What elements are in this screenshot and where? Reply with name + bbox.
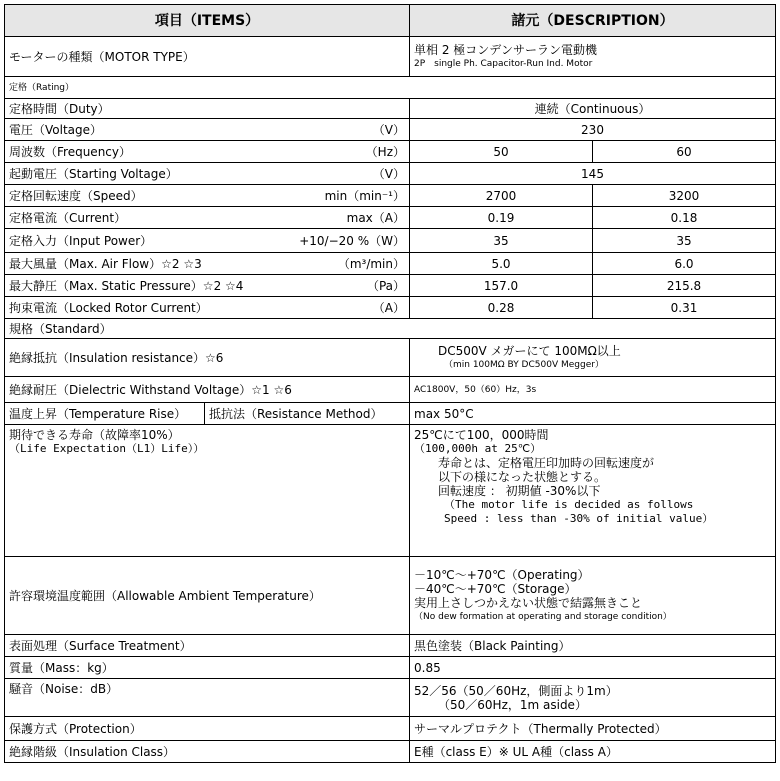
rating-section: 定格（Rating） xyxy=(5,77,776,99)
locked-current-60: 0.31 xyxy=(593,297,776,319)
motor-type-value xyxy=(410,37,776,77)
input-power-50: 35 xyxy=(410,229,593,253)
duty-value: 連続（Continuous） xyxy=(410,99,776,119)
current-60: 0.18 xyxy=(593,207,776,229)
current-unit: max（A） xyxy=(346,210,405,225)
static-pressure-60: 215.8 xyxy=(593,275,776,297)
static-pressure-label: 最大静圧（Max. Static Pressure）☆2 ☆4 （Pa） xyxy=(5,275,410,297)
voltage-value: 230 xyxy=(410,119,776,141)
insulation-resistance-value: DC500V メガーにて 100MΩ以上 （min 100MΩ BY DC500V Megger） xyxy=(410,339,776,377)
voltage-label: 電圧（Voltage） （V） xyxy=(5,119,410,141)
locked-current-50: 0.28 xyxy=(410,297,593,319)
frequency-60: 60 xyxy=(593,141,776,163)
insulation-class-value: E種（class E）※ UL A種（class A） xyxy=(410,741,776,763)
motor-type-label: モーターの種類（MOTOR TYPE） xyxy=(5,37,410,77)
standard-section: 規格（Standard） xyxy=(5,319,776,339)
voltage-unit: （V） xyxy=(372,122,405,137)
air-flow-50: 5.0 xyxy=(410,253,593,275)
temp-rise-label: 温度上昇（Temperature Rise） xyxy=(5,403,205,425)
current-50: 0.19 xyxy=(410,207,593,229)
noise-label: 騒音（Noise：dB） xyxy=(5,679,410,717)
protection-label: 保護方式（Protection） xyxy=(5,717,410,741)
mass-value: 0.85 xyxy=(410,657,776,679)
input-power-60: 35 xyxy=(593,229,776,253)
life-value: 25℃にて100，000時間 （100,000h at 25℃） 寿命とは、定格電圧印加時の回転速度が 以下の様になった状態とする。 回転速度 ： 初期値 -30%以下 （The motor life is decided as follows Speed : less than -30% of initial value） xyxy=(410,425,776,557)
input-power-unit: +10/−20 %（W） xyxy=(299,233,405,248)
motor-type-en: 2P single Ph. Capacitor-Run Ind. Motor xyxy=(414,58,593,69)
starting-voltage-value: 145 xyxy=(410,163,776,185)
air-flow-unit: （m³/min） xyxy=(337,256,405,271)
frequency-50: 50 xyxy=(410,141,593,163)
ambient-label: 許容環境温度範囲（Allowable Ambient Temperature） xyxy=(5,557,410,635)
protection-value: サーマルプロテクト（Thermally Protected） xyxy=(410,717,776,741)
surface-label: 表面処理（Surface Treatment） xyxy=(5,635,410,657)
insulation-class-label: 絶縁階級（Insulation Class） xyxy=(5,741,410,763)
input-power-label: 定格入力（Input Power） +10/−20 %（W） xyxy=(5,229,410,253)
noise-value: 52／56（50／60Hz，側面より1m） （50／60Hz，1m aside） xyxy=(410,679,776,717)
locked-current-label: 拘束電流（Locked Rotor Current） （A） xyxy=(5,297,410,319)
static-pressure-50: 157.0 xyxy=(410,275,593,297)
ambient-value: －10℃～+70℃（Operating） －40℃～+70℃（Storage） 実用上さしつかえない状態で結露無きこと （No dew formation at operating and storage condition） xyxy=(410,557,776,635)
static-pressure-unit: （Pa） xyxy=(366,278,405,293)
frequency-label: 周波数（Frequency） （Hz） xyxy=(5,141,410,163)
starting-voltage-unit: （V） xyxy=(372,166,405,181)
frequency-unit: （Hz） xyxy=(365,144,405,159)
mass-label: 質量（Mass：kg） xyxy=(5,657,410,679)
insulation-resistance-label: 絶縁抵抗（Insulation resistance）☆6 xyxy=(5,339,410,377)
speed-label: 定格回転速度（Speed） min（min⁻¹） xyxy=(5,185,410,207)
surface-value: 黒色塗装（Black Painting） xyxy=(410,635,776,657)
dielectric-value: AC1800V，50（60）Hz，3s xyxy=(410,377,776,403)
spec-table xyxy=(4,4,776,763)
starting-voltage-label: 起動電圧（Starting Voltage） （V） xyxy=(5,163,410,185)
speed-50: 2700 xyxy=(410,185,593,207)
dielectric-label: 絶縁耐圧（Dielectric Withstand Voltage）☆1 ☆6 xyxy=(5,377,410,403)
motor-type-jp: 単相 2 極コンデンサーラン電動機 xyxy=(414,42,598,57)
speed-60: 3200 xyxy=(593,185,776,207)
temp-rise-value: max 50°C xyxy=(410,403,776,425)
locked-current-unit: （A） xyxy=(372,300,405,315)
duty-label: 定格時間（Duty） xyxy=(5,99,410,119)
air-flow-60: 6.0 xyxy=(593,253,776,275)
current-label: 定格電流（Current） max（A） xyxy=(5,207,410,229)
speed-unit: min（min⁻¹） xyxy=(324,188,405,203)
header-items: 項目（ITEMS） xyxy=(5,5,410,37)
life-label: 期待できる寿命（故障率10%） （Life Expectation（L1）Life）） xyxy=(5,425,410,557)
temp-rise-method: 抵抗法（Resistance Method） xyxy=(205,403,410,425)
air-flow-label: 最大風量（Max. Air Flow）☆2 ☆3 （m³/min） xyxy=(5,253,410,275)
header-description: 諸元（DESCRIPTION） xyxy=(410,5,776,37)
